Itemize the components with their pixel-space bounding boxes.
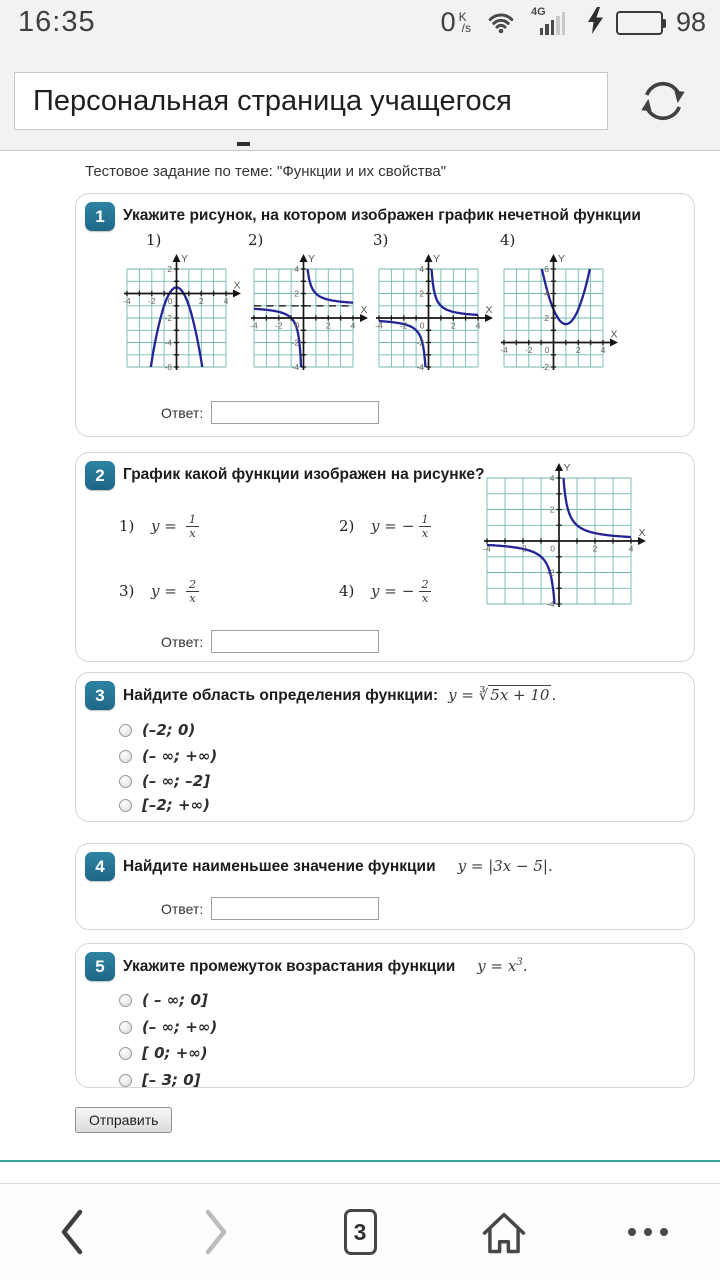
- forward-button[interactable]: [144, 1184, 288, 1280]
- test-title: Тестовое задание по теме: "Функции и их свойства": [85, 163, 447, 180]
- q5-option-row-2: [119, 1016, 217, 1038]
- answer-row-q2: [161, 630, 379, 653]
- radio-q3-option-2[interactable]: [119, 750, 132, 763]
- svg-text:-2: -2: [147, 296, 156, 306]
- question-card-1: [75, 193, 695, 437]
- tab-count: 3: [353, 1218, 367, 1245]
- radio-q5-option-3[interactable]: [119, 1047, 132, 1060]
- svg-text:2: 2: [198, 296, 204, 306]
- question-card-4: [75, 843, 695, 930]
- svg-text:0: 0: [419, 320, 425, 331]
- reload-button[interactable]: [634, 74, 692, 128]
- svg-text:-4: -4: [164, 337, 172, 348]
- back-icon: [57, 1207, 87, 1257]
- svg-text:X: X: [610, 328, 618, 341]
- question-card-3: [75, 672, 695, 822]
- svg-text:6: 6: [544, 264, 549, 274]
- q3-option-row-1: [119, 719, 195, 741]
- network-speed: [441, 7, 471, 38]
- function-graph-2-hyperbola-shifted: [246, 252, 373, 382]
- svg-text:-4: -4: [375, 320, 383, 331]
- radio-q5-option-4[interactable]: [119, 1074, 132, 1087]
- svg-text:-4: -4: [291, 362, 299, 372]
- question-4-text: Найдите наименьшее значение функции y = |3x − 5|.: [123, 857, 553, 875]
- svg-text:4: 4: [223, 296, 229, 306]
- question-card-5: [75, 943, 695, 1088]
- q5-option-row-4: [119, 1069, 201, 1091]
- svg-text:-2: -2: [291, 337, 299, 348]
- svg-text:-4: -4: [416, 362, 424, 372]
- function-graph-3-hyperbola: [371, 252, 498, 382]
- q3-option-1-label: (–2; 0): [142, 721, 196, 739]
- function-graph-1-parabola-down: [119, 252, 246, 382]
- svg-text:Y: Y: [432, 253, 441, 265]
- submit-button[interactable]: Отправить: [75, 1107, 172, 1133]
- network-speed-value: 0: [440, 7, 456, 37]
- svg-text:Y: Y: [180, 253, 189, 265]
- q3-option-2-label: (– ∞; +∞): [142, 747, 218, 765]
- question-card-2: [75, 452, 695, 662]
- svg-text:2: 2: [294, 288, 299, 299]
- svg-text:4: 4: [600, 345, 606, 355]
- answer-label: Ответ:: [161, 900, 204, 917]
- svg-text:0: 0: [550, 543, 555, 554]
- svg-text:-2: -2: [164, 313, 172, 323]
- answer-row-q4: [161, 897, 379, 920]
- charging-icon: [588, 7, 603, 39]
- svg-text:2: 2: [549, 504, 555, 515]
- svg-text:-2: -2: [416, 337, 424, 348]
- question-2-graph-hyperbola: [479, 461, 651, 619]
- bottom-gap: [0, 1164, 720, 1183]
- answer-label: Ответ:: [161, 404, 204, 421]
- svg-text:4: 4: [544, 288, 549, 299]
- choice-label-1: 1): [146, 231, 162, 249]
- back-button[interactable]: [0, 1184, 144, 1280]
- q2-option-3: 3) y = $\frac{2}{x}$: [119, 578, 199, 604]
- cell-signal-icon: [530, 5, 575, 37]
- q2-option-4: 4) y = − $\frac{2}{x}$: [339, 578, 432, 604]
- q5-option-2-label: (– ∞; +∞): [142, 1018, 218, 1036]
- answer-input-q4[interactable]: [211, 897, 379, 920]
- svg-text:4: 4: [475, 320, 481, 331]
- q3-option-row-2: [119, 745, 217, 767]
- svg-text:4: 4: [549, 473, 555, 483]
- svg-text:-2: -2: [519, 543, 527, 554]
- forward-icon: [201, 1207, 231, 1257]
- radio-q3-option-1[interactable]: [119, 724, 132, 737]
- tabs-button[interactable]: [288, 1184, 432, 1280]
- q2-option-2: 2) y = − $\frac{1}{x}$: [339, 513, 432, 539]
- question-3-formula: y = ∛ 5x + 10 .: [448, 686, 557, 704]
- svg-text:X: X: [360, 304, 368, 316]
- svg-text:-2: -2: [274, 320, 283, 331]
- radio-q3-option-4[interactable]: [119, 799, 132, 812]
- svg-text:X: X: [485, 304, 493, 316]
- question-4-number: 4: [85, 852, 115, 881]
- svg-text:2: 2: [325, 320, 331, 331]
- menu-dots-icon: [628, 1228, 668, 1236]
- svg-text:0: 0: [544, 345, 550, 355]
- wifi-icon: [484, 6, 518, 39]
- status-bar: [0, 0, 720, 45]
- question-5-number: 5: [85, 952, 115, 981]
- svg-text:-2: -2: [524, 345, 533, 355]
- q3-option-row-3: [119, 770, 210, 792]
- svg-text:4: 4: [419, 264, 424, 274]
- svg-text:Y: Y: [563, 462, 571, 474]
- question-3-text: Найдите область определения функции: y = ∛ 5x + 10 .: [123, 686, 557, 704]
- svg-text:-2: -2: [541, 362, 549, 372]
- svg-text:2: 2: [450, 320, 456, 331]
- q3-option-3-label: (– ∞; –2]: [142, 772, 211, 790]
- tab-count-icon: [344, 1209, 377, 1255]
- battery-icon: [616, 11, 663, 35]
- svg-text:4: 4: [628, 543, 634, 554]
- answer-label: Ответ:: [161, 633, 204, 650]
- svg-text:-2: -2: [546, 567, 555, 578]
- url-field[interactable]: Персональная страница учащегося: [14, 72, 608, 130]
- q5-option-4-label: [– 3; 0]: [142, 1071, 201, 1089]
- svg-text:2: 2: [575, 345, 581, 355]
- choice-label-2: 2): [248, 231, 264, 249]
- menu-button[interactable]: [576, 1184, 720, 1280]
- q3-option-row-4: [119, 794, 210, 816]
- svg-text:-4: -4: [250, 320, 258, 331]
- web-page: [0, 151, 720, 1162]
- question-2-number: 2: [85, 461, 115, 490]
- question-1-text: Укажите рисунок, на котором изображен график нечетной функции: [123, 207, 641, 224]
- status-icons: [441, 6, 706, 39]
- svg-text:0: 0: [167, 296, 173, 306]
- radio-q3-option-3[interactable]: [119, 775, 132, 788]
- svg-text:-2: -2: [399, 320, 408, 331]
- clock: 16:35: [18, 6, 96, 38]
- svg-text:Y: Y: [307, 253, 316, 265]
- svg-text:4: 4: [350, 320, 356, 331]
- svg-text:0: 0: [294, 320, 300, 331]
- svg-text:-6: -6: [164, 362, 172, 372]
- question-5-formula: $y = x^3$.: [477, 957, 528, 975]
- home-button[interactable]: [432, 1184, 576, 1280]
- answer-input-q2[interactable]: [211, 630, 379, 653]
- question-1-number: 1: [85, 202, 115, 231]
- svg-text:2: 2: [592, 543, 598, 554]
- svg-text:-4: -4: [123, 296, 131, 306]
- network-speed-unit: K /s: [458, 10, 471, 35]
- svg-text:2: 2: [419, 288, 424, 299]
- choice-label-3: 3): [373, 231, 389, 249]
- radio-q5-option-2[interactable]: [119, 1021, 132, 1034]
- svg-text:-4: -4: [483, 543, 491, 554]
- svg-text:4: 4: [294, 264, 299, 274]
- q5-option-row-3: [119, 1042, 208, 1064]
- network-type-label: 4G: [530, 5, 546, 18]
- question-2-text: График какой функции изображен на рисунке?: [123, 466, 485, 483]
- q5-option-row-1: [119, 989, 208, 1011]
- home-icon: [478, 1207, 530, 1257]
- q5-option-1-label: ( – ∞; 0]: [142, 991, 208, 1009]
- question-3-number: 3: [85, 681, 115, 710]
- svg-text:Y: Y: [557, 253, 566, 265]
- clipped-text-fragment: [237, 142, 250, 146]
- answer-row-q1: [161, 401, 379, 424]
- radio-q5-option-1[interactable]: [119, 994, 132, 1007]
- q5-option-3-label: [ 0; +∞): [142, 1044, 208, 1062]
- choice-label-4: 4): [500, 231, 516, 249]
- svg-text:2: 2: [167, 264, 172, 274]
- browser-nav-bar: [0, 1184, 720, 1280]
- q2-option-1: 1) y = $\frac{1}{x}$: [119, 513, 199, 539]
- q3-option-4-label: [–2; +∞): [142, 796, 210, 814]
- svg-text:-4: -4: [500, 345, 508, 355]
- svg-text:X: X: [233, 279, 241, 292]
- svg-text:-4: -4: [546, 599, 555, 609]
- answer-input-q1[interactable]: [211, 401, 379, 424]
- svg-text:X: X: [638, 527, 646, 539]
- reload-icon: [637, 75, 689, 127]
- browser-address-bar: [0, 45, 720, 151]
- svg-text:2: 2: [544, 313, 549, 323]
- question-5-text: Укажите промежуток возрастания функции $y = x^3$.: [123, 957, 528, 975]
- question-4-formula: y = |3x − 5|.: [457, 857, 553, 875]
- function-graph-4-parabola-up: [496, 252, 623, 382]
- battery-percent: 98: [675, 7, 706, 37]
